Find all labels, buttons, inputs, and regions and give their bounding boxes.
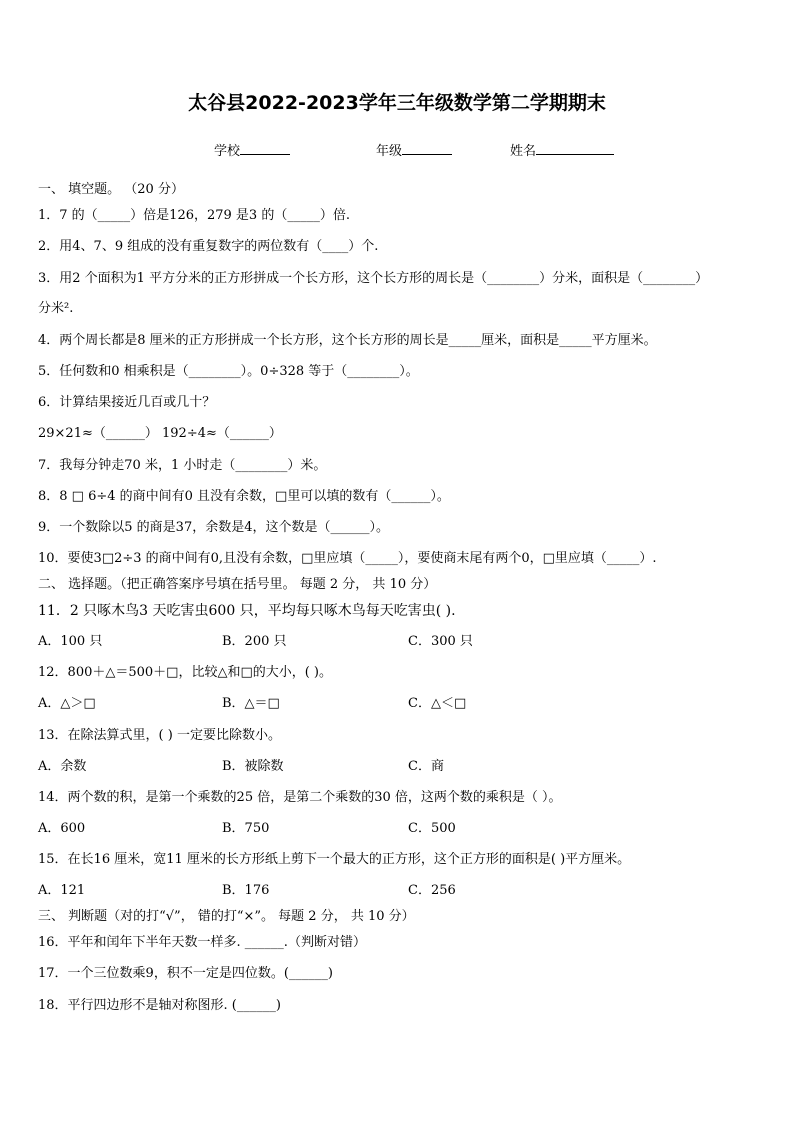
grade-field (376, 140, 452, 159)
question-9: 9．一个数除以5 的商是37，余数是4，这个数是（______）。 (38, 520, 389, 535)
q11-option-c: C．300 只 (408, 634, 473, 649)
question-1: 1．7 的（_____）倍是126，279 是3 的（_____）倍. (38, 208, 350, 223)
q13-option-c: C．商 (408, 759, 444, 774)
school-label: 学校 (214, 144, 241, 159)
q12-option-c: C．△＜□ (408, 696, 467, 711)
question-5: 5．任何数和0 相乘积是（________）。0÷328 等于（________）。 (38, 364, 419, 379)
q15-option-a: A．121 (38, 883, 86, 898)
question-10: 10．要使3□2÷3 的商中间有0,且没有余数，□里应填（_____），要使商末尾有两个0，□里应填（_____）. (38, 551, 657, 566)
question-13: 13．在除法算式里，( ) 一定要比除数小。 (38, 728, 281, 743)
question-7: 7．我每分钟走70 米，1 小时走（________）米。 (38, 458, 327, 473)
grade-label: 年级 (376, 144, 403, 159)
q11-option-a: A．100 只 (38, 634, 103, 649)
question-14: 14．两个数的积，是第一个乘数的25 倍，是第二个乘数的30 倍，这两个数的乘积是（ ）。 (38, 790, 562, 805)
name-label: 姓名 (510, 144, 537, 159)
section-judge-title: 三、 判断题（对的打“√”， 错的打“×”。 每题 2 分， 共 10 分） (38, 909, 415, 924)
question-17: 17．一个三位数乘9，积不一定是四位数。(______) (38, 966, 333, 981)
question-16: 16．平年和闰年下半年天数一样多. ______.（判断对错） (38, 935, 366, 950)
q15-option-b: B．176 (222, 883, 270, 898)
question-15: 15．在长16 厘米，宽11 厘米的长方形纸上剪下一个最大的正方形，这个正方形的面积是( )平方厘米。 (38, 852, 631, 867)
grade-blank (402, 142, 452, 155)
q14-option-a: A．600 (38, 821, 86, 836)
q11-option-b: B．200 只 (222, 634, 287, 649)
q14-option-b: B．750 (222, 821, 270, 836)
question-18: 18．平行四边形不是轴对称图形. (______) (38, 998, 281, 1013)
question-6: 6．计算结果接近几百或几十？ (38, 395, 216, 410)
question-8: 8．8 □ 6÷4 的商中间有0 且没有余数，□里可以填的数有（______）。 (38, 489, 450, 504)
section-fill-in-title: 一、 填空题。 （20 分） (38, 182, 184, 197)
question-3-continued: 分米². (38, 301, 74, 316)
q12-option-a: A．△＞□ (38, 696, 96, 711)
school-field (214, 140, 290, 159)
section-choice-title: 二、 选择题。（把正确答案序号填在括号里。 每题 2 分， 共 10 分） (38, 577, 437, 592)
q15-option-c: C．256 (408, 883, 456, 898)
question-4: 4．两个周长都是8 厘米的正方形拼成一个长方形，这个长方形的周长是_____厘米，面积是_____平方厘米。 (38, 333, 657, 348)
question-3: 3．用2 个面积为1 平方分米的正方形拼成一个长方形，这个长方形的周长是（________）分米，面积是（________） (38, 271, 709, 286)
question-6-items: 29×21≈（______） 192÷4≈（______） (38, 426, 282, 441)
q13-option-b: B．被除数 (222, 759, 284, 774)
question-2: 2．用4、7、9 组成的没有重复数字的两位数有（____）个. (38, 239, 379, 254)
name-blank (536, 142, 614, 155)
q13-option-a: A．余数 (38, 759, 87, 774)
q12-option-b: B．△＝□ (222, 696, 280, 711)
school-blank (240, 142, 290, 155)
question-11: 11．2 只啄木鸟3 天吃害虫600 只，平均每只啄木鸟每天吃害虫( ). (38, 603, 456, 619)
page-title: 太谷县2022-2023学年三年级数学第二学期期末 (188, 92, 606, 114)
question-12: 12．800＋△＝500＋□，比较△和□的大小，( )。 (38, 665, 333, 680)
name-field (510, 140, 614, 159)
q14-option-c: C．500 (408, 821, 456, 836)
